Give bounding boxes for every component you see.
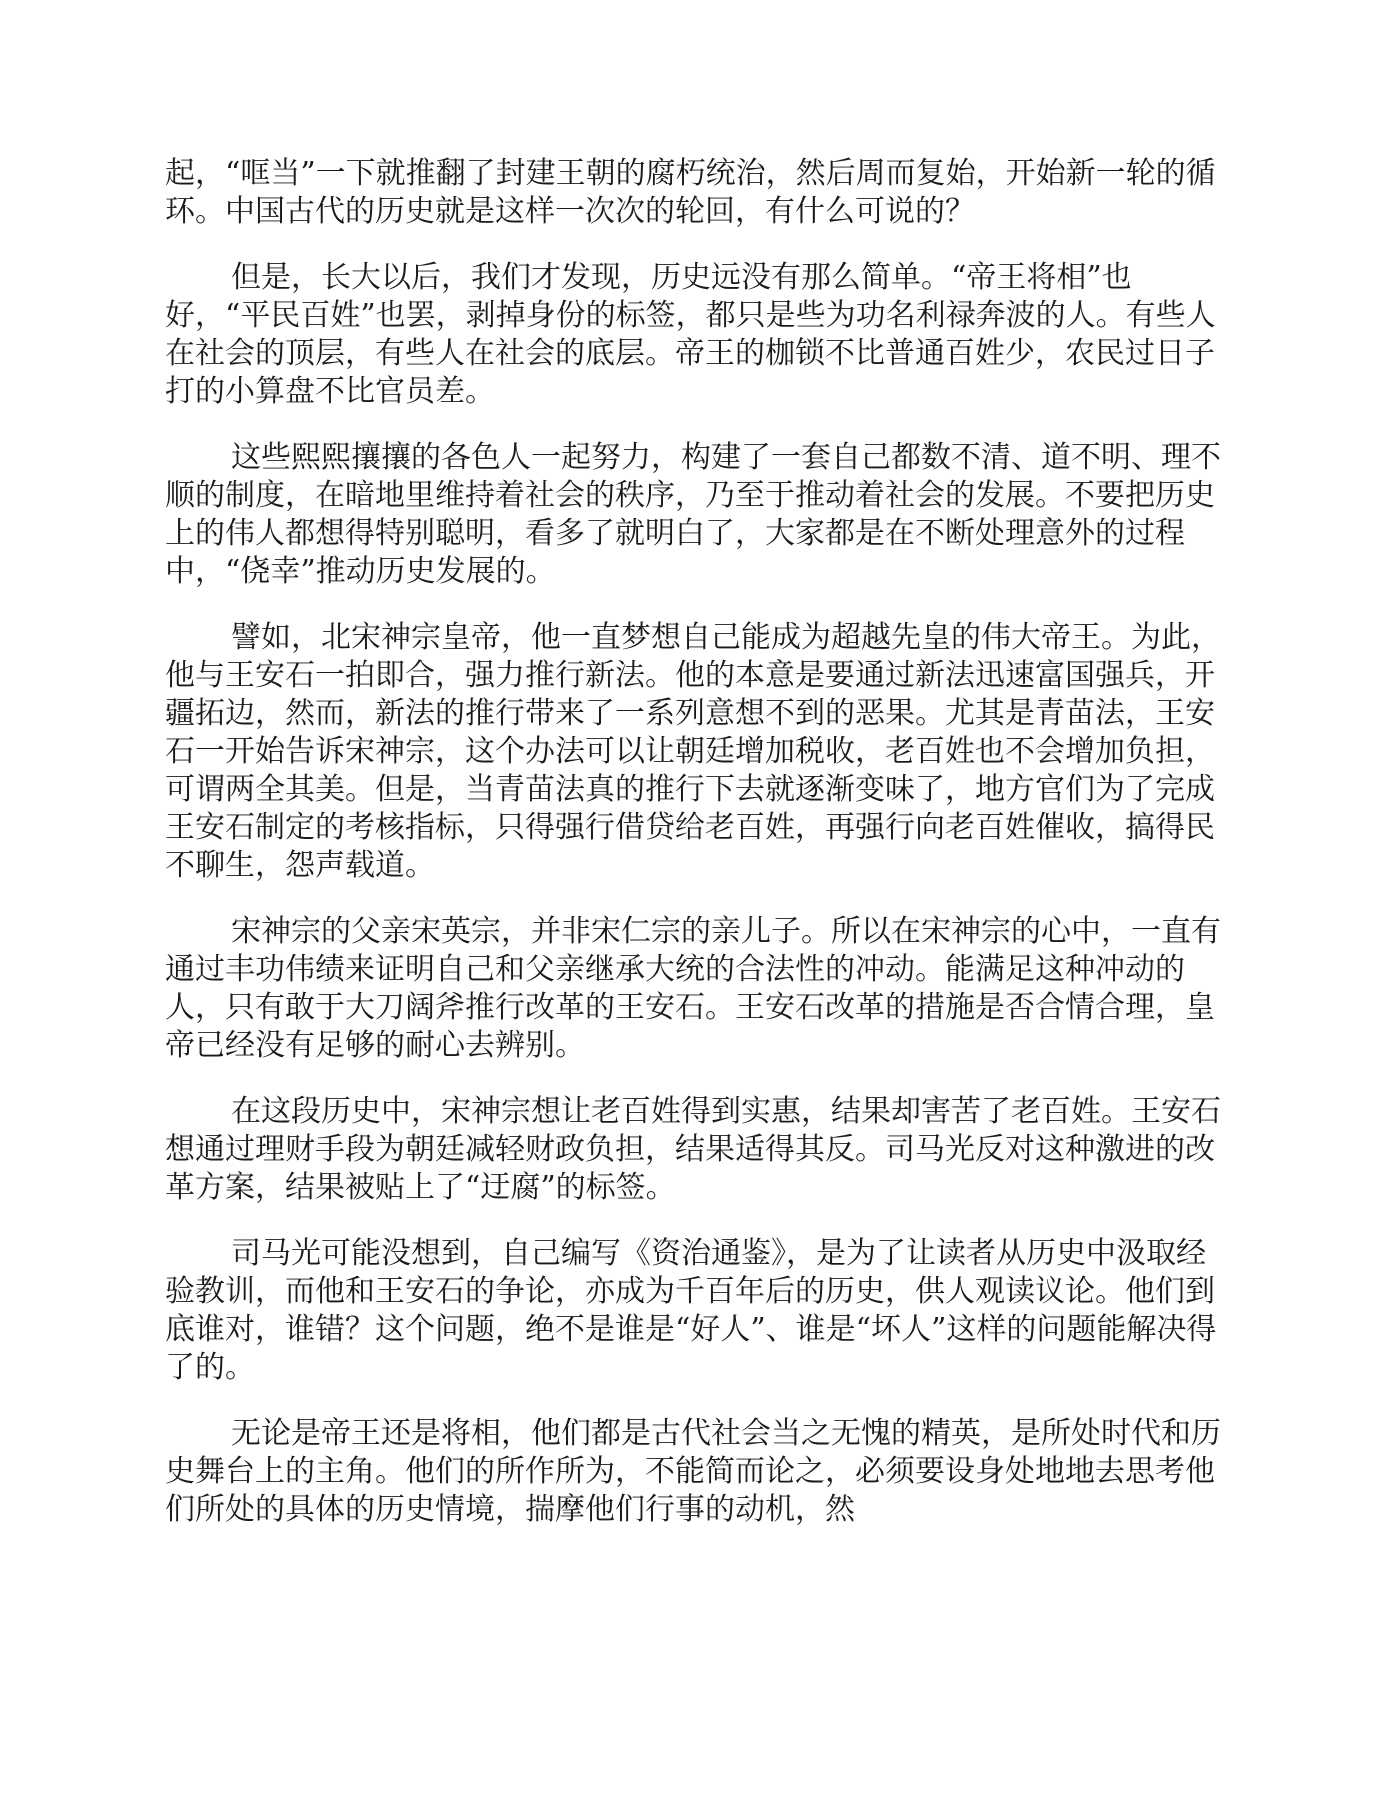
paragraph-6: 在这段历史中，宋神宗想让老百姓得到实惠，结果却害苦了老百姓。王安石想通过理财手段为朝廷减轻财政负担，结果适得其反。司马光反对这种激进的改革方案，结果被贴上了“迂腐”的标签。 bbox=[165, 1094, 1221, 1205]
paragraph-3: 这些熙熙攘攘的各色人一起努力，构建了一套自己都数不清、道不明、理不顺的制度，在暗地里维持着社会的秩序，乃至于推动着社会的发展。不要把历史上的伟人都想得特别聪明，看多了就明白了，大家都是在不断处理意外的过程中，“侥幸”推动历史发展的。 bbox=[165, 440, 1221, 589]
paragraph-4: 譬如，北宋神宗皇帝，他一直梦想自己能成为超越先皇的伟大帝王。为此，他与王安石一拍即合，强力推行新法。他的本意是要通过新法迅速富国强兵，开疆拓边，然而，新法的推行带来了一系列意想不到的恶果。尤其是青苗法，王安石一开始告诉宋神宗，这个办法可以让朝廷增加税收，老百姓也不会增加负担，可谓两全其美。但是，当青苗法真的推行下去就逐渐变味了，地方官们为了完成王安石制定的考核指标，只得强行借贷给老百姓，再强行向老百姓催收，搞得民不聊生，怨声载道。 bbox=[165, 620, 1221, 883]
paragraph-1: 起，“哐当”一下就推翻了封建王朝的腐朽统治，然后周而复始，开始新一轮的循环。中国古代的历史就是这样一次次的轮回，有什么可说的？ bbox=[165, 156, 1216, 229]
document-page bbox=[165, 155, 1227, 1557]
paragraph-5: 宋神宗的父亲宋英宗，并非宋仁宗的亲儿子。所以在宋神宗的心中，一直有通过丰功伟绩来证明自己和父亲继承大统的合法性的冲动。能满足这种冲动的人，只有敢于大刀阔斧推行改革的王安石。王安石改革的措施是否合情合理，皇帝已经没有足够的耐心去辨别。 bbox=[165, 914, 1221, 1063]
paragraph-8: 无论是帝王还是将相，他们都是古代社会当之无愧的精英，是所处时代和历史舞台上的主角。他们的所作所为，不能简而论之，必须要设身处地地去思考他们所处的具体的历史情境，揣摩他们行事的动机，然 bbox=[165, 1416, 1221, 1527]
paragraph-2: 但是，长大以后，我们才发现，历史远没有那么简单。“帝王将相”也好，“平民百姓”也罢，剥掉身份的标签，都只是些为功名利禄奔波的人。有些人在社会的顶层，有些人在社会的底层。帝王的枷锁不比普通百姓少，农民过日子打的小算盘不比官员差。 bbox=[165, 260, 1216, 409]
paragraph-7: 司马光可能没想到，自己编写《资治通鉴》，是为了让读者从历史中汲取经验教训，而他和王安石的争论，亦成为千百年后的历史，供人观读议论。他们到底谁对，谁错？这个问题，绝不是谁是“好人”、谁是“坏人”这样的问题能解决得了的。 bbox=[165, 1236, 1217, 1385]
